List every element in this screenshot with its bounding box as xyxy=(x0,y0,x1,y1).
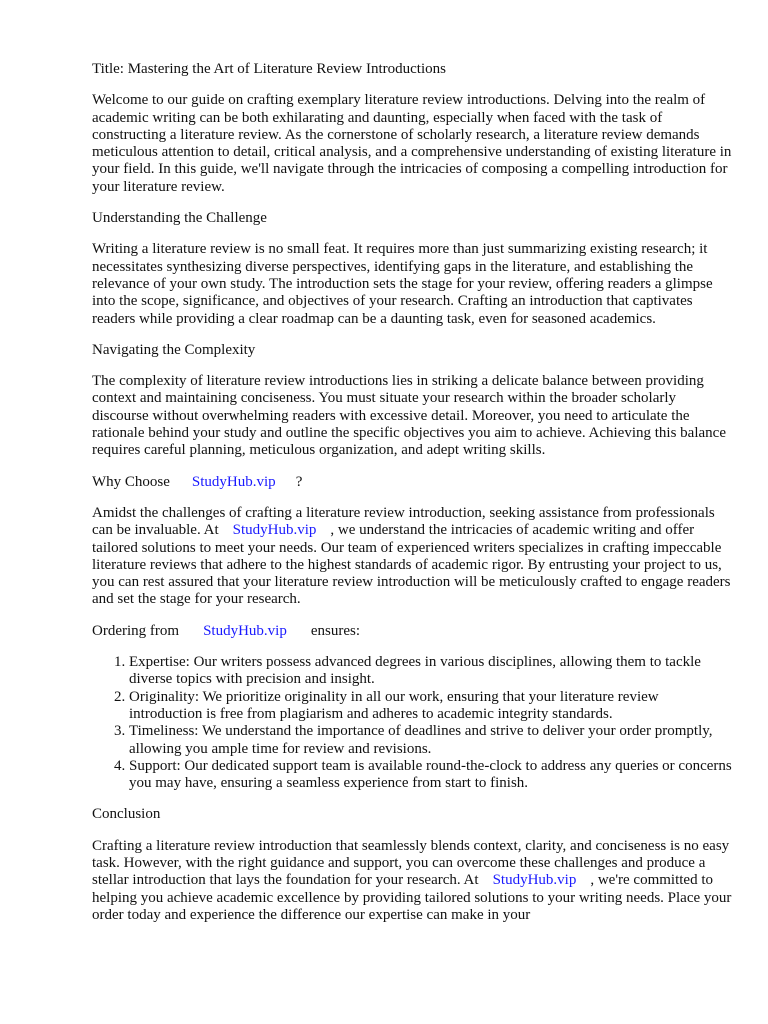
challenge-paragraph: Writing a literature review is no small feat. It requires more than just summarizing existing research; it necessitates synthesizing diverse perspectives, identifying gaps in the literature, and establishing the relevance of your own study. The introduction sets the stage for your review, offering readers a glimpse into the scope, significance, and objectives of your research. Crafting an introduction that captivates readers while providing a clear roadmap can be a daunting task, even for seasoned academics. xyxy=(92,241,713,327)
heading-understanding-challenge: Understanding the Challenge xyxy=(92,210,267,227)
document-page xyxy=(92,61,732,938)
list-item-timeliness: 3. Timeliness: We understand the importance of deadlines and strive to deliver your order promptly, allowing you ample time for review and revisions. xyxy=(129,723,732,758)
ordering-suffix: ensures: xyxy=(310,622,360,639)
ordering-label: Ordering from xyxy=(92,622,180,639)
studyhub-link[interactable]: StudyHub.vip xyxy=(232,522,317,539)
document-title: Title: Mastering the Art of Literature Review Introductions xyxy=(92,61,446,77)
list-item-originality: 2. Originality: We prioritize originality in all our work, ensuring that your literature review introduction is free from plagiarism and adheres to academic integrity standards. xyxy=(129,689,732,724)
ordering-line xyxy=(92,623,732,640)
conclusion-text-end: , we're committed to helping you achieve academic excellence by providing tailored solutions to your writing needs. Place your order today and experience the difference our expertise can make in your xyxy=(92,872,732,923)
amidst-text-end: , we understand the intricacies of academic writing and offer tailored solutions to meet your needs. Our team of experienced writers specializes in crafting impeccable literature reviews that adhere to the highest standards of academic rigor. By entrusting your project to us, you can rest assured that your literature review introduction will be meticulously crafted to engage readers and set the stage for your research. xyxy=(92,522,731,608)
heading-conclusion: Conclusion xyxy=(92,806,161,823)
benefits-list xyxy=(92,654,732,792)
studyhub-link[interactable]: StudyHub.vip xyxy=(203,622,287,639)
amidst-text-start: Amidst the challenges of crafting a literature review introduction, seeking assistance from professionals can be invaluable. At xyxy=(92,504,715,539)
studyhub-link[interactable]: StudyHub.vip xyxy=(492,872,577,889)
complexity-paragraph: The complexity of literature review introductions lies in striking a delicate balance between providing context and maintaining conciseness. You must situate your research within the broader scholarly discourse without overwhelming readers with excessive detail. Moreover, you need to articulate the rationale behind your study and outline the specific objectives you aim to achieve. Achieving this balance requires careful planning, meticulous organization, and adept writing skills. xyxy=(92,373,726,459)
why-choose-heading xyxy=(92,474,732,491)
studyhub-link[interactable]: StudyHub.vip xyxy=(191,473,276,490)
why-choose-label: Why Choose xyxy=(92,473,170,490)
list-item-expertise: 1. Expertise: Our writers possess advanced degrees in various disciplines, allowing them to tackle diverse topics with precision and insight. xyxy=(129,654,732,689)
amidst-paragraph xyxy=(92,505,732,609)
conclusion-paragraph xyxy=(92,838,732,924)
list-item-support: 4. Support: Our dedicated support team is available round-the-clock to address any queries or concerns you may have, ensuring a seamless experience from start to finish. xyxy=(129,758,732,793)
why-choose-question-mark: ? xyxy=(295,473,303,490)
intro-paragraph: Welcome to our guide on crafting exemplary literature review introductions. Delving into the realm of academic writing can be both exhilarating and daunting, especially when faced with the task of constructing a literature review. As the cornerstone of scholarly research, a literature review demands meticulous attention to detail, critical analysis, and a comprehensive understanding of existing literature in your field. In this guide, we'll navigate through the intricacies of composing a compelling introduction for your literature review. xyxy=(92,92,732,195)
heading-navigating-complexity: Navigating the Complexity xyxy=(92,341,256,358)
conclusion-text-start: Crafting a literature review introduction that seamlessly blends context, clarity, and conciseness is no easy task. However, with the right guidance and support, you can overcome these challenges and produce a stellar introduction that lays the foundation for your research. At xyxy=(92,837,730,889)
